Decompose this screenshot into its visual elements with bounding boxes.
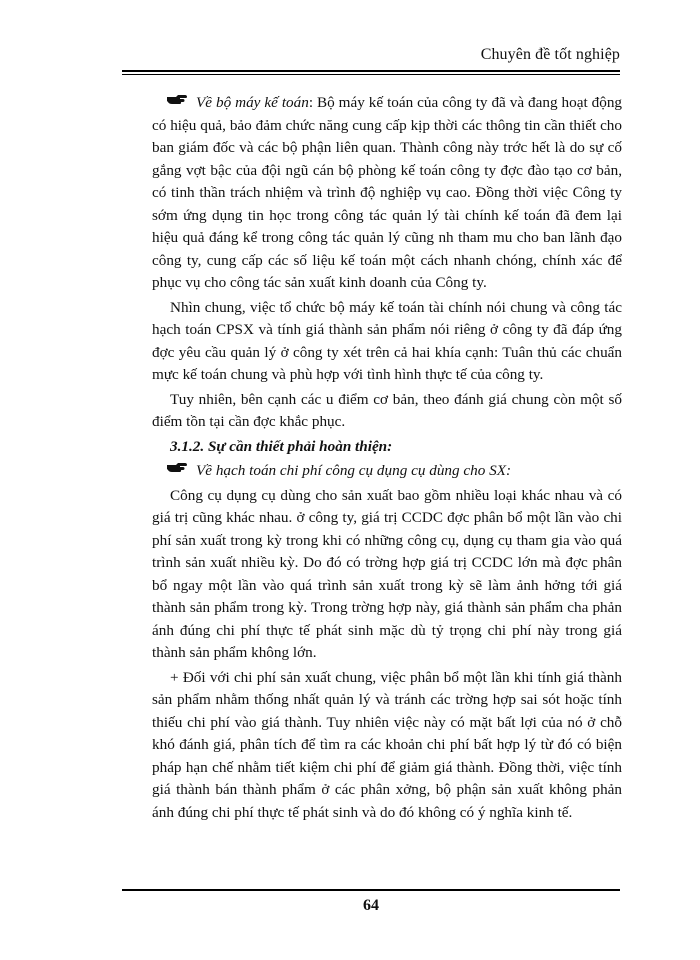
header-title: Chuyên đề tốt nghiệp: [480, 46, 620, 63]
paragraph-lead: Về bộ máy kế toán: [196, 94, 309, 111]
paragraph-accounting-apparatus: [152, 92, 622, 295]
paragraph-text: : Bộ máy kế toán của công ty đã và đang hoạt động có hiệu quả, bảo đảm chức năng cung cấp kịp thời các thông tin cần thiết cho ban giám đốc và các bộ phận liên quan. Thành công này trớc hết là do sự cố gắng vợt bậc của đội ngũ cán bộ phòng kế toán công ty đợc đào tạo cơ bản, có tinh thần trách nhiệm và trình độ nghiệp vụ cao. Đồng thời việc Công ty sớm ứng dụng tin học trong công tác quản lý tài chính kế toán đã đem lại hiệu quả đáng kể trong công tác quản lý cũng nh tham mu cho ban lãnh đạo công ty, cung cấp các số liệu kế toán một cách nhanh chóng, chính xác để phục vụ cho công tác sản xuất kinh doanh của Công ty.: [152, 94, 623, 291]
pointing-hand-icon: [166, 461, 188, 473]
page-header: [122, 42, 620, 72]
paragraph-shortcomings: Tuy nhiên, bên cạnh các u điểm cơ bản, theo đánh giá chung còn một số điểm tồn tại cần đợc khắc phục.: [152, 390, 622, 430]
paragraph-overhead: + Đối với chi phí sản xuất chung, việc phân bổ một lần khi tính giá thành sản phẩm nhằm thống nhất quản lý và tránh các trờng hợp sai sót hoặc tính thiếu chi phí vào giá thành. Tuy nhiên việc này có mặt bất lợi của nó ở chỗ khó đánh giá, phân tích để tìm ra các khoản chi phí bất hợp lý từ đó có biện pháp hạn chế nhằm tiết kiệm chi phí để giảm giá thành. Đồng thời, việc tính giá thành bán thành phẩm ở các phân xởng, bộ phận sản xuất không phản ánh đúng chi phí thực tế phát sinh và do đó không có ý nghĩa kinh tế.: [152, 668, 622, 821]
subheading-tools: [152, 460, 622, 483]
section-heading: 3.1.2. Sự cần thiết phải hoàn thiện:: [170, 437, 393, 455]
page-footer: [122, 889, 620, 915]
paragraph-tools: Công cụ dụng cụ dùng cho sản xuất bao gồm nhiều loại khác nhau và có giá trị cũng khác nhau. ở công ty, giá trị CCDC đợc phân bổ một lần vào chi phí sản xuất trong kỳ trong khi có những công cụ, dụng cụ tham gia vào quá trình sản xuất nhiều kỳ. Do đó có trờng hợp giá trị CCDC lớn mà đợc phân bổ ngay một lần vào quá trình sản xuất trong kỳ sẽ làm ảnh hởng tới giá thành sản phẩm trong kỳ. Trong trờng hợp này, giá thành sản phẩm cha phản ánh đúng chi phí thực tế phát sinh mặc dù tỷ trọng chi phí này trong giá thành sản phẩm không lớn.: [152, 486, 622, 661]
paragraph-overall: Nhìn chung, việc tổ chức bộ máy kế toán tài chính nói chung và công tác hạch toán CPSX và tính giá thành sản phẩm nói riêng ở công ty đã đáp ứng đợc yêu cầu quản lý ở công ty xét trên cả hai khía cạnh: Tuân thủ các chuẩn mực kế toán chung và phù hợp với tình hình thực tế của công ty.: [152, 298, 622, 383]
page-number: 64: [363, 897, 379, 914]
page-content: [152, 92, 622, 826]
pointing-hand-icon: [166, 93, 188, 105]
subheading-text: Về hạch toán chi phí công cụ dụng cụ dùng cho SX:: [196, 462, 512, 479]
